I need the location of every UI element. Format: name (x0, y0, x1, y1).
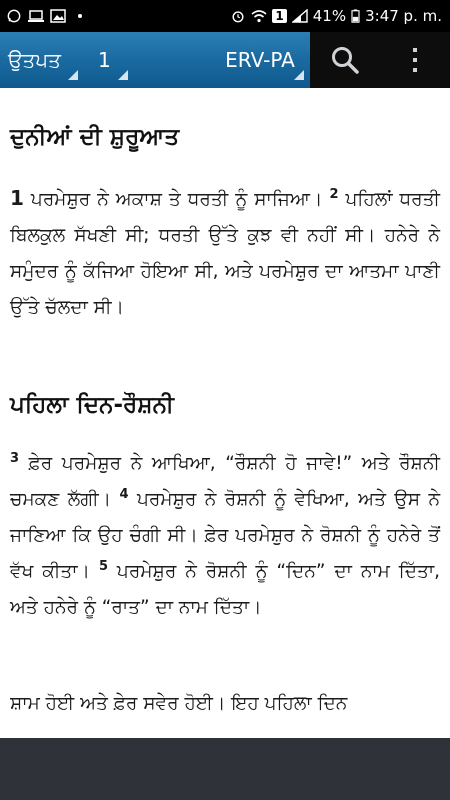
chapter-text[interactable] (0, 88, 450, 738)
chapter-number: 1 (98, 48, 111, 72)
version-selector[interactable] (210, 32, 310, 88)
whatsapp-icon (6, 9, 22, 23)
notification-dot (78, 14, 82, 18)
paragraph: ਸ਼ਾਮ ਹੋਈ ਅਤੇ ਫ਼ੇਰ ਸਵੇਰ ਹੋਈ। ਇਹ ਪਹਿਲਾ ਦਿਨ (10, 693, 348, 714)
section-heading: ਪਹਿਲਾ ਦਿਨ-ਰੌਸ਼ਨੀ (10, 392, 174, 418)
verse-number: 1 (10, 186, 24, 210)
signal-icon (292, 9, 308, 23)
verse-text: ਪਰਮੇਸ਼ੁਰ ਨੇ ਰੋਸ਼ਨੀ ਨੂੰ ਵੇਖਿਆ, ਅਤੇ ਉਸ ਨੇ ਜਾਣਿਆ ਕਿ ਉਹ ਚੰਗੀ ਸੀ। ਫ਼ੇਰ ਪਰਮੇਸ਼ੁਰ ਨੇ ਰੋਸ਼ਨੀ ਨੂੰ ਹਨੇਰੇ ਤੋਂ ਵੱਖ ਕੀਤਾ। (10, 489, 441, 582)
verse-number: 3 (10, 450, 20, 466)
battery-percent: 41% (312, 7, 347, 25)
book-selector[interactable] (0, 32, 84, 88)
book-name: ਉਤਪਤ (8, 48, 61, 72)
dropdown-corner-icon (294, 70, 304, 80)
verse-text: ਪਰਮੇਸ਼ੁਰ ਨੇ ਰੋਸ਼ਨੀ ਨੂੰ “ਦਿਨ” ਦਾ ਨਾਮ ਦਿੱਤਾ, ਅਤੇ ਹਨੇਰੇ ਨੂੰ “ਰਾਤ” ਦਾ ਨਾਮ ਦਿੱਤਾ। (10, 561, 440, 618)
paragraph (10, 446, 440, 626)
dropdown-corner-icon (118, 70, 128, 80)
chapter-selector[interactable] (84, 32, 134, 88)
alarm-icon (230, 9, 246, 23)
passage-selector-bar (0, 32, 310, 88)
laptop-icon (28, 9, 44, 23)
version-name: ERV-PA (225, 48, 295, 72)
search-icon (330, 45, 360, 75)
dropdown-corner-icon (68, 70, 78, 80)
overflow-menu-button[interactable] (380, 32, 450, 88)
sim-badge: 1 (272, 9, 286, 23)
verse-number: 5 (98, 558, 108, 574)
status-bar (0, 0, 450, 32)
verse-number: 4 (119, 486, 129, 502)
reader-toolbar (0, 32, 450, 88)
clock: 3:47 p. m. (365, 7, 442, 25)
verse-text: ਪਹਿਲਾਂ ਧਰਤੀ ਬਿਲਕੁਲ ਸੱਖਣੀ ਸੀ; ਧਰਤੀ ਉੱਤੇ ਕੁਝ ਵੀ ਨਹੀਂ ਸੀ। ਹਨੇਰੇ ਨੇ ਸਮੁੰਦਰ ਨੂੰ ਕੱਜਿਆ ਹੋਇਆ ਸੀ, ਅਤੇ ਪਰਮੇਸ਼ੁਰ ਦਾ ਆਤਮਾ ਪਾਣੀ ਉੱਤੇ ਚੱਲਦਾ ਸੀ। (10, 189, 440, 318)
verse-number: 2 (329, 186, 339, 202)
search-button[interactable] (310, 32, 380, 88)
image-icon (50, 9, 66, 23)
verse-text: ਪਰਮੇਸ਼ੁਰ ਨੇ ਅਕਾਸ਼ ਤੇ ਧਰਤੀ ਨੂੰ ਸਾਜਿਆ। (23, 189, 330, 210)
verse-text: ਫ਼ੇਰ ਪਰਮੇਸ਼ੁਰ ਨੇ ਆਖਿਆ, “ਰੌਸ਼ਨੀ ਹੋ ਜਾਵੇ!” ਅਤੇ ਰੌਸ਼ਨੀ ਚਮਕਣ ਲੱਗੀ। (10, 453, 440, 510)
bottom-bar (0, 738, 450, 800)
overflow-menu-icon (410, 45, 420, 75)
battery-icon (351, 9, 360, 23)
paragraph (10, 180, 440, 326)
section-heading: ਦੁਨੀਆਂ ਦੀ ਸ਼ੁਰੂਆਤ (10, 124, 180, 150)
wifi-icon (251, 9, 267, 23)
